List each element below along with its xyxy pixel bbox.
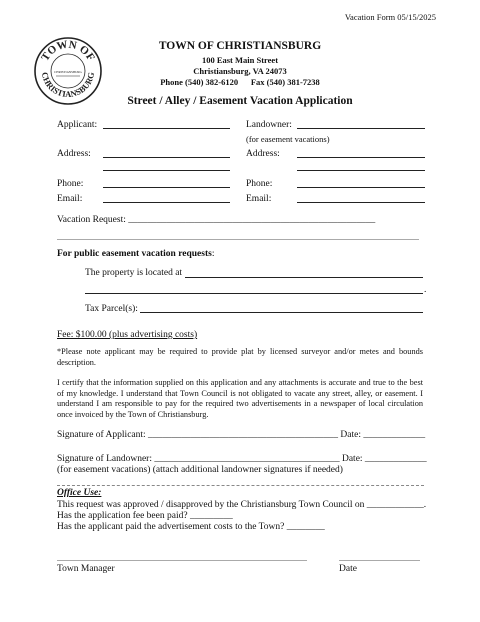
vacation-request-field[interactable]: Vacation Request: ____________________________________________________ [57,215,376,225]
certification-text: I certify that the information supplied on this application and any attachments is accurate and true to the best of my knowledge. I understand that Town Council is not obligated to vacate any street, alley, or easement. I understand I am responsible to pay for the required two advertisements in a newspaper of local circulation once invoiced by the Town of Christiansburg. [57,378,423,419]
applicant-label: Applicant: [57,120,98,130]
vacation-request-line-2[interactable] [57,239,419,240]
seal-top-text: TOWN OF [39,38,97,64]
landowner-email-field[interactable] [297,202,425,203]
landowner-field[interactable] [297,128,425,129]
office-use-divider [57,485,424,486]
seal-bottom-text: CHRISTIANSBURG [39,71,97,100]
tax-parcel-label: Tax Parcel(s): [85,304,138,314]
applicant-phone-field[interactable] [103,187,230,188]
public-easement-heading-colon: : [211,249,215,259]
form-title: Street / Alley / Easement Vacation Application [127,95,353,107]
street-address: 100 East Main Street [201,55,279,65]
landowner-signature-line[interactable]: Signature of Landowner: _______________________________________ Date: _____________ [57,454,427,464]
property-location-period: . [424,285,427,295]
landowner-address-label: Address: [246,149,280,159]
town-name: TOWN OF CHRISTIANSBURG [158,40,322,52]
fee-text: Fee: $100.00 (plus advertising costs) [57,330,198,340]
landowner-email-label: Email: [246,194,272,204]
applicant-signature-line[interactable]: Signature of Applicant: ________________________________________ Date: _____________ [57,430,426,440]
landowner-label: Landowner: [246,120,292,130]
property-location-field[interactable] [185,277,423,278]
landowner-signature-note: (for easement vacations) (attach additional landowner signatures if needed) [57,465,343,475]
town-manager-signature-field[interactable] [57,560,307,561]
town-manager-label: Town Manager [57,564,115,574]
public-easement-heading-text: For public easement vacation requests [57,249,212,259]
seal-center-text: CHRISTIANSBURG [54,70,82,74]
landowner-address-field-1[interactable] [297,157,425,158]
footer-date-label: Date [339,564,357,574]
approval-line[interactable]: This request was approved / disapproved by the Christiansburg Town Council on ____________. [57,500,427,510]
landowner-phone-label: Phone: [246,179,273,189]
applicant-address-field-2[interactable] [103,170,230,171]
property-location-field-2[interactable] [85,293,423,294]
applicant-address-label: Address: [57,149,91,159]
applicant-email-field[interactable] [103,202,230,203]
public-easement-heading [57,249,214,259]
landowner-phone-field[interactable] [297,187,425,188]
tax-parcel-field[interactable] [140,312,423,313]
property-location-label: The property is located at [85,268,183,278]
applicant-phone-label: Phone: [57,179,84,189]
ad-costs-paid-line[interactable]: Has the applicant paid the advertisement costs to the Town? ________ [57,522,325,532]
applicant-email-label: Email: [57,194,83,204]
footer-date-field[interactable] [339,560,420,561]
landowner-address-field-2[interactable] [297,170,425,171]
landowner-note: (for easement vacations) [246,134,330,144]
city-address: Christiansburg, VA 24073 [193,66,287,76]
phone-fax: Phone (540) 382-6120 Fax (540) 381-7238 [160,77,320,87]
applicant-field[interactable] [103,128,230,129]
fee-paid-line[interactable]: Has the application fee been paid? _________ [57,511,233,521]
applicant-address-field-1[interactable] [103,157,230,158]
plat-note: *Please note applicant may be required to provide plat by licensed surveyor and/or metes and bounds description. [57,347,423,367]
office-use-heading: Office Use: [57,488,102,498]
form-id: Vacation Form 05/15/2025 [344,12,436,22]
